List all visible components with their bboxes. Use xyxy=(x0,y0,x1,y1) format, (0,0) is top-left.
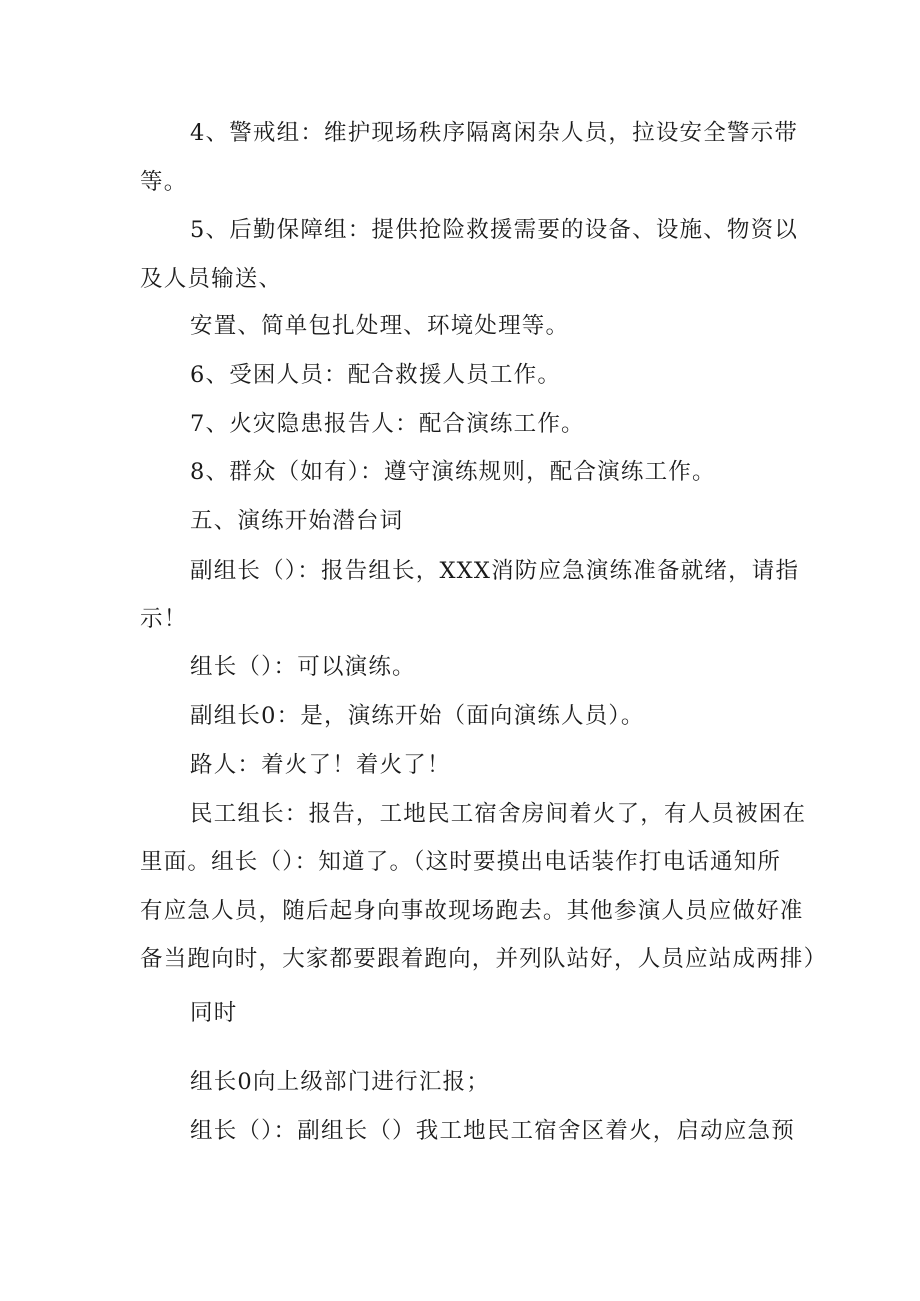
paragraph-passerby: 路人：着火了！着火了！ xyxy=(190,752,451,778)
paragraph-worker-leader-cont2: 有应急人员，随后起身向事故现场跑去。其他参演人员应做好准 xyxy=(140,898,804,924)
paragraph-alert-group-cont: 等。 xyxy=(140,169,188,195)
paragraph-alert-group: 4、警戒组：维护现场秩序隔离闲杂人员，拉设安全警示带 xyxy=(190,120,799,146)
paragraph-simultaneously: 同时 xyxy=(190,1000,238,1026)
paragraph-deputy-start: 副组长0：是，演练开始（面向演练人员）。 xyxy=(190,703,645,729)
paragraph-worker-leader: 民工组长：报告，工地民工宿舍房间着火了，有人员被困在 xyxy=(190,801,807,827)
section-heading-drill-script: 五、演练开始潜台词 xyxy=(190,508,404,534)
paragraph-logistics-group-cont2: 安置、简单包扎处理、环境处理等。 xyxy=(190,313,570,339)
paragraph-leader-approve: 组长（）：可以演练。 xyxy=(190,654,416,680)
paragraph-trapped-persons: 6、受困人员：配合救援人员工作。 xyxy=(190,362,562,388)
paragraph-logistics-group: 5、后勤保障组：提供抢险救援需要的设备、设施、物资以 xyxy=(190,217,799,243)
paragraph-deputy-report-cont: 示！ xyxy=(140,606,188,632)
paragraph-public: 8、群众（如有）：遵守演练规则，配合演练工作。 xyxy=(190,459,716,485)
paragraph-leader-activate: 组长（）：副组长（）我工地民工宿舍区着火，启动应急预 xyxy=(190,1118,795,1144)
paragraph-worker-leader-cont3: 备当跑向时，大家都要跟着跑向，并列队站好，人员应站成两排） xyxy=(140,946,828,972)
paragraph-worker-leader-cont: 里面。组长（）：知道了。（这时要摸出电话装作打电话通知所 xyxy=(140,849,782,875)
paragraph-logistics-group-cont: 及人员输送、 xyxy=(140,266,283,292)
paragraph-deputy-report: 副组长（）：报告组长，XXX消防应急演练准备就绪，请指 xyxy=(190,558,800,584)
paragraph-leader-report-up: 组长0向上级部门进行汇报； xyxy=(190,1069,490,1095)
paragraph-hazard-reporter: 7、火灾隐患报告人：配合演练工作。 xyxy=(190,411,585,437)
